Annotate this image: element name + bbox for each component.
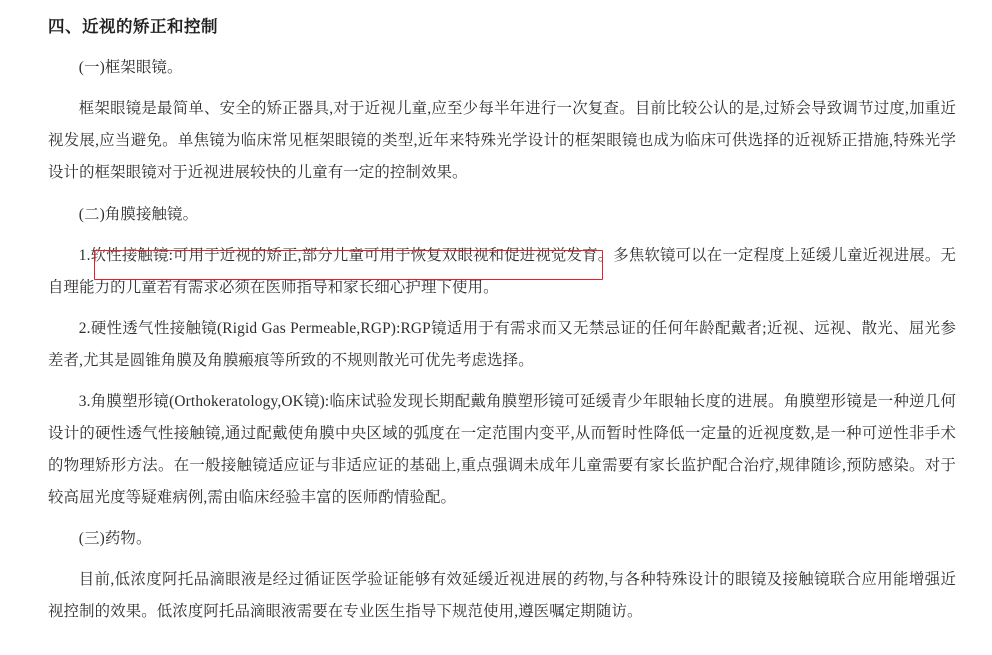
paragraph-atropine-drug: 目前,低浓度阿托品滴眼液是经过循证医学验证能够有效延缓近视进展的药物,与各种特殊设计的眼镜及接触镜联合应用能增强近视控制的效果。低浓度阿托品滴眼液需要在专业医生指导下规范使用,遵医嘱定期随访。 <box>48 570 956 620</box>
page-title: 四、近视的矫正和控制 <box>48 17 218 36</box>
paragraph-rgp-lens: 2.硬性透气性接触镜(Rigid Gas Permeable,RGP):RGP镜适用于有需求而又无禁忌证的任何年龄配戴者;近视、远视、散光、屈光参差者,尤其是圆锥角膜及角膜瘢痕等所致的不规则散光可优先考虑选择。 <box>48 319 956 369</box>
subsection-label-3: (三)药物。 <box>78 529 152 547</box>
paragraph-frame-glasses: 框架眼镜是最简单、安全的矫正器具,对于近视儿童,应至少每半年进行一次复查。目前比较公认的是,过矫会导致调节过度,加重近视发展,应当避免。单焦镜为临床常见框架眼镜的类型,近年来特殊光学设计的框架眼镜也成为临床可供选择的近视矫正措施,特殊光学设计的框架眼镜对于近视进展较快的儿童有一定的控制效果。 <box>48 100 956 182</box>
subsection-label-1: (一)框架眼镜。 <box>78 59 183 77</box>
paragraph-ok-lens: 3.角膜塑形镜(Orthokeratology,OK镜):临床试验发现长期配戴角膜塑形镜可延缓青少年眼轴长度的进展。角膜塑形镜是一种逆几何设计的硬性透气性接触镜,通过配戴使角膜中央区域的弧度在一定范围内变平,从而暂时性降低一定量的近视度数,是一种可逆性非手术的物理矫形方法。在一般接触镜适应证与非适应证的基础上,重点强调未成年儿童需要有家长监护配合治疗,规律随诊,预防感染。对于较高屈光度等疑难病例,需由临床经验丰富的医师酌情验配。 <box>48 392 956 506</box>
highlighted-paragraph-container <box>48 93 956 189</box>
paragraph-soft-contact-lens: 1.软性接触镜:可用于近视的矫正,部分儿童可用于恢复双眼视和促进视觉发育。多焦软镜可以在一定程度上延缓儿童近视进展。无自理能力的儿童若有需求必须在医师指导和家长细心护理下使用。 <box>48 246 956 296</box>
subsection-label-2: (二)角膜接触镜。 <box>78 205 199 223</box>
